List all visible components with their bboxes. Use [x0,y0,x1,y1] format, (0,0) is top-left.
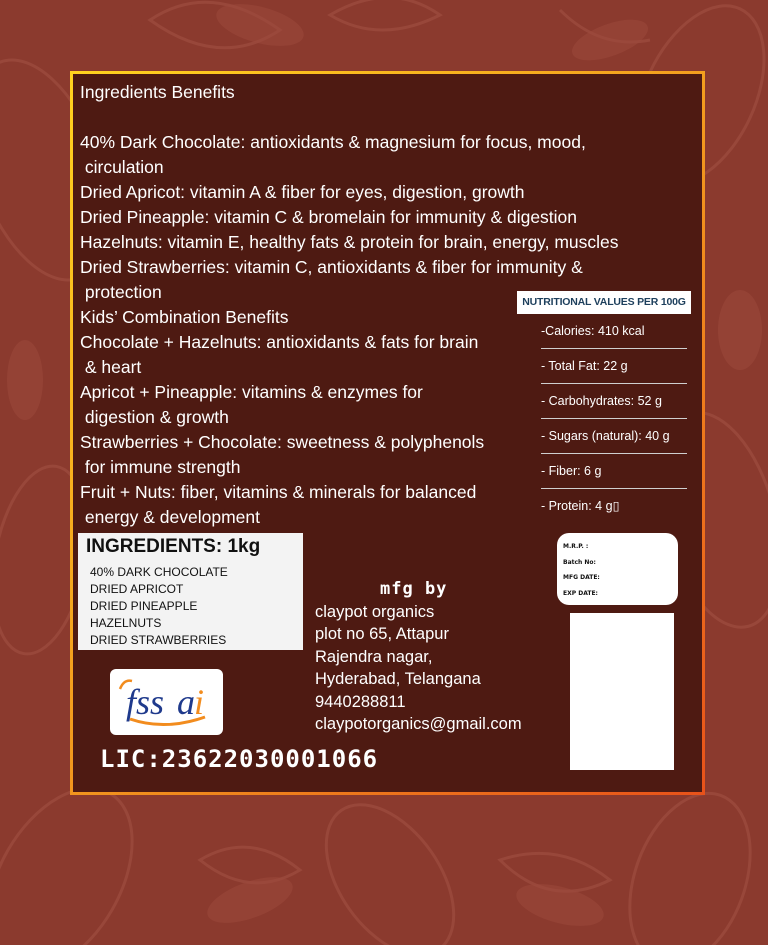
price-batch-box [557,533,678,605]
benefit-line: energy & development [80,507,260,527]
nutrition-row: - Total Fat: 22 g [541,349,687,384]
ingredient-item: DRIED STRAWBERRIES [90,633,227,647]
mfg-phone: 9440288811 [315,692,406,711]
benefit-line: for immune strength [80,457,241,477]
manufacturer-block [315,578,522,736]
ingredient-item: HAZELNUTS [90,616,162,630]
nutrition-title: NUTRITIONAL VALUES PER 100G [517,291,691,314]
combination-heading: Kids’ Combination Benefits [80,307,289,327]
nutrition-row: - Carbohydrates: 52 g [541,384,687,419]
benefit-line: circulation [80,157,164,177]
exp-date-label: EXP DATE: [563,589,598,597]
ingredient-item: 40% DARK CHOCOLATE [90,565,228,579]
benefit-line: Dried Pineapple: vitamin C & bromelain for immunity & digestion [80,207,578,227]
mfg-line: Rajendra nagar, [315,647,433,666]
benefit-line: & heart [80,357,142,377]
license-number: LIC:23622030001066 [100,745,379,773]
ingredients-title: INGREDIENTS: 1kg [86,536,261,557]
ingredients-list [90,564,303,649]
svg-text:i: i [194,682,205,722]
ingredient-item: DRIED PINEAPPLE [90,599,198,613]
ingredient-item: DRIED APRICOT [90,582,184,596]
mfg-date-label: MFG DATE: [563,574,600,581]
nutrition-table [517,291,691,523]
benefit-line: Hazelnuts: vitamin E, healthy fats & protein for brain, energy, muscles [80,232,619,252]
fssai-logo-icon [110,669,223,735]
mfg-title: mfg by [380,579,448,599]
benefit-line: digestion & growth [80,407,229,427]
nutrition-row: -Calories: 410 kcal [541,314,687,349]
benefits-heading: Ingredients Benefits [80,82,235,102]
benefit-line: protection [80,282,162,302]
benefit-line: Fruit + Nuts: fiber, vitamins & minerals for balanced [80,482,477,502]
benefit-line: Dried Apricot: vitamin A & fiber for eyes, digestion, growth [80,182,525,202]
benefit-line: Strawberries + Chocolate: sweetness & polyphenols [80,432,485,452]
nutrition-row: - Sugars (natural): 40 g [541,419,687,454]
mfg-email: claypotorganics@gmail.com [315,715,522,733]
mfg-line: claypot organics [315,602,435,621]
benefit-line: Dried Strawberries: vitamin C, antioxidants & fiber for immunity & [80,257,583,277]
barcode-placeholder [570,613,674,770]
svg-text:fss: fss [126,682,165,722]
svg-text:a: a [177,682,195,722]
mfg-line: plot no 65, Attapur [315,625,449,643]
benefit-line: 40% Dark Chocolate: antioxidants & magnesium for focus, mood, [80,132,586,152]
ingredients-box [78,533,303,650]
mrp-label: M.R.P. : [563,543,589,550]
nutrition-row: - Protein: 4 g▯ [541,499,620,513]
batch-label: Batch No: [563,558,596,566]
benefit-line: Apricot + Pineapple: vitamins & enzymes for [80,382,423,402]
nutrition-row: - Fiber: 6 g [541,454,687,489]
mfg-line: Hyderabad, Telangana [315,670,481,688]
benefit-line: Chocolate + Hazelnuts: antioxidants & fats for brain [80,332,479,352]
